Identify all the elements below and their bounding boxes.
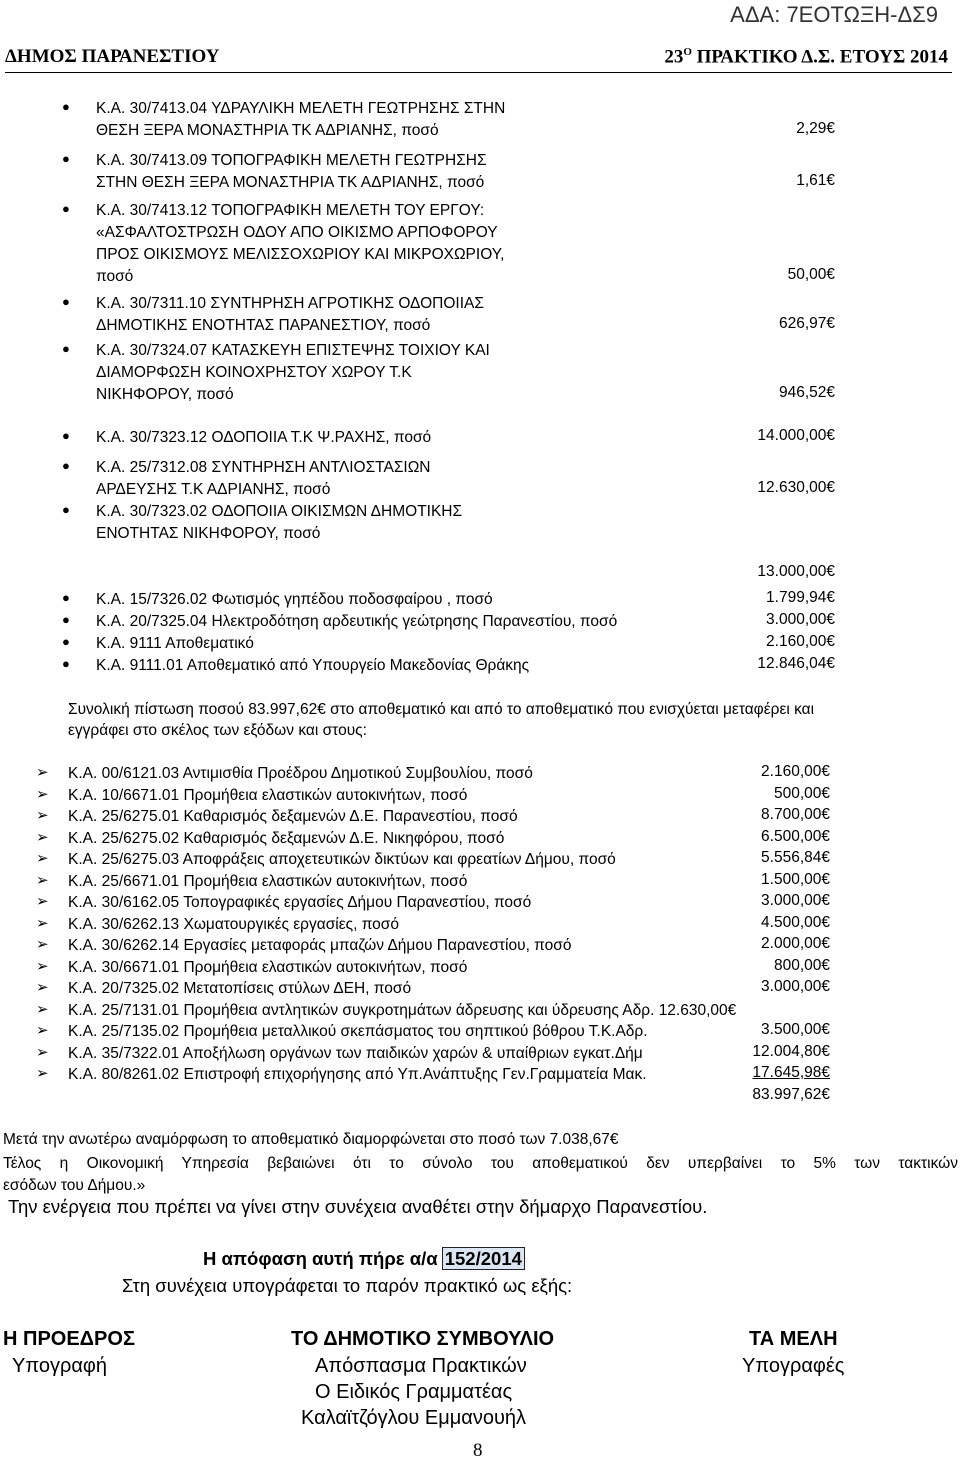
bullet-icon: ● — [62, 458, 70, 473]
expense-item-text: Κ.Α. 35/7322.01 Αποξήλωση οργάνων των παιδικών χαρών & υπαίθριων εγκατ.Δήμ — [68, 1044, 643, 1062]
expense-item-text: Κ.Α. 30/6671.01 Προμήθεια ελαστικών αυτοκινήτων, ποσό — [68, 958, 468, 976]
revenue-item-amount: 2.160,00€ — [766, 633, 835, 650]
after-text-line-3: εσόδων του Δήμου.» — [3, 1177, 146, 1194]
revenue-item-text: ΣΤΗΝ ΘΕΣΗ ΞΕΡΑ ΜΟΝΑΣΤΗΡΙΑ ΤΚ ΑΔΡΙΑΝΗΣ, ποσό — [96, 174, 485, 191]
revenue-item-text: Κ.Α. 30/7413.09 ΤΟΠΟΓΡΑΦΙΚΗ ΜΕΛΕΤΗ ΓΕΩΤΡΗΣΗΣ — [96, 152, 487, 169]
revenue-item-text: ΠΡΟΣ ΟΙΚΙΣΜΟΥΣ ΜΕΛΙΣΣΟΧΩΡΙΟΥ ΚΑΙ ΜΙΚΡΟΧΩΡΙΟΥ, — [96, 246, 505, 263]
bullet-icon: ● — [62, 341, 70, 356]
arrow-bullet-icon: ➢ — [36, 764, 49, 781]
header-divider — [5, 72, 952, 73]
expense-item-amount: 3.000,00€ — [761, 978, 830, 995]
expense-item-text: Κ.Α. 00/6121.03 Αντιμισθία Προέδρου Δημοτικού Συμβουλίου, ποσό — [68, 765, 533, 782]
minutes-title: ΠΡΑΚΤΙΚΟ Δ.Σ. ΕΤΟΥΣ 2014 — [696, 46, 948, 68]
arrow-bullet-icon: ➢ — [36, 957, 49, 975]
revenue-item-text: ΘΕΣΗ ΞΕΡΑ ΜΟΝΑΣΤΗΡΙΑ ΤΚ ΑΔΡΙΑΝΗΣ, ποσό — [96, 122, 439, 139]
revenue-item-text: ποσό — [96, 268, 134, 285]
revenue-item-text: Κ.Α. 15/7326.02 Φωτισμός γηπέδου ποδοσφαίρου , ποσό — [96, 591, 493, 608]
arrow-bullet-icon: ➢ — [36, 1022, 49, 1039]
expense-item-text: Κ.Α. 25/6275.02 Καθαρισμός δεξαμενών Δ.Ε. Νικηφόρου, ποσό — [68, 829, 505, 847]
expense-item-text: Κ.Α. 30/6262.13 Χωματουργικές εργασίες, ποσό — [68, 915, 399, 933]
revenue-item-text: ΝΙΚΗΦΟΡΟΥ, ποσό — [96, 386, 234, 403]
revenue-item-text: Κ.Α. 9111 Αποθεματικό — [96, 635, 254, 652]
revenue-item-text: ΕΝΟΤΗΤΑΣ ΝΙΚΗΦΟΡΟΥ, ποσό — [96, 525, 321, 542]
bullet-icon: ● — [62, 151, 70, 166]
revenue-item-text: «ΑΣΦΑΛΤΟΣΤΡΩΣΗ ΟΔΟΥ ΑΠΟ ΟΙΚΙΣΜΟ ΑΡΠΟΦΟΡΟΥ — [96, 224, 498, 241]
revenue-item-text: ΔΗΜΟΤΙΚΗΣ ΕΝΟΤΗΤΑΣ ΠΑΡΑΝΕΣΤΙΟΥ, ποσό — [96, 317, 431, 334]
revenue-item-text: Κ.Α. 30/7323.12 ΟΔΟΠΟΙΙΑ Τ.Κ Ψ.ΡΑΧΗΣ, ποσό — [96, 429, 432, 446]
expense-item-amount: 500,00€ — [773, 784, 830, 802]
signature-president-title: Η ΠΡΟΕΔΡΟΣ — [3, 1328, 135, 1350]
revenue-item-amount: 50,00€ — [787, 266, 835, 283]
arrow-bullet-icon: ➢ — [36, 979, 49, 996]
arrow-bullet-icon: ➢ — [36, 1043, 49, 1061]
revenue-item-text: Κ.Α. 30/7323.02 ΟΔΟΠΟΙΙΑ ΟΙΚΙΣΜΩΝ ΔΗΜΟΤΙΚΗΣ — [96, 503, 463, 520]
arrow-bullet-icon: ➢ — [36, 893, 49, 910]
expense-item-amount: 2.160,00€ — [761, 763, 830, 780]
expense-item-amount: 2.000,00€ — [761, 935, 830, 952]
summary-line-2: εγγράφει στο σκέλος των εξόδων και στους: — [68, 722, 367, 739]
bullet-icon: ● — [62, 428, 70, 443]
bullet-icon: ● — [62, 502, 70, 517]
revenue-item-amount: 13.000,00€ — [757, 563, 835, 580]
minutes-number: 23 — [664, 46, 684, 68]
bullet-icon: ● — [62, 99, 70, 114]
signature-council-sub3: Καλαϊτζόγλου Εμμανουήλ — [301, 1407, 527, 1429]
expense-item-text: Κ.Α. 30/6162.05 Τοπογραφικές εργασίες Δήμου Παρανεστίου, ποσό — [68, 894, 532, 911]
arrow-bullet-icon: ➢ — [36, 936, 49, 953]
expense-item-amount: 800,00€ — [773, 956, 830, 974]
page-number: 8 — [473, 1440, 483, 1461]
expense-item-text: Κ.Α. 25/7135.02 Προμήθεια μεταλλικού σκεπάσματος του σηπτικού βόθρου Τ.Κ.Αδρ. — [68, 1023, 648, 1040]
arrow-bullet-icon: ➢ — [36, 1065, 49, 1082]
after-text-line-2: Τέλος η Οικονομική Υπηρεσία βεβαιώνει ότι το σύνολο του αποθεματικού δεν υπερβαίνει το 5% των τακτικών — [3, 1155, 958, 1172]
bullet-icon: ● — [62, 612, 70, 627]
revenue-item-text: ΔΙΑΜΟΡΦΩΣΗ ΚΟΙΝΟΧΡΗΣΤΟΥ ΧΩΡΟΥ Τ.Κ — [96, 364, 412, 381]
revenue-item-text: Κ.Α. 30/7311.10 ΣΥΝΤΗΡΗΣΗ ΑΓΡΟΤΙΚΗΣ ΟΔΟΠΟΙΙΑΣ — [96, 295, 484, 312]
revenue-item-amount: 12.630,00€ — [757, 479, 835, 496]
signature-members-title: ΤΑ ΜΕΛΗ — [749, 1328, 838, 1350]
minutes-number-sup: Ο — [683, 46, 692, 58]
revenue-item-text: Κ.Α. 9111.01 Αποθεματικό από Υπουργείο Μακεδονίας Θράκης — [96, 657, 530, 674]
bullet-icon: ● — [62, 294, 70, 309]
bullet-icon: ● — [62, 201, 70, 216]
revenue-item-text: Κ.Α. 20/7325.04 Ηλεκτροδότηση αρδευτικής γεώτρησης Παρανεστίου, ποσό — [96, 613, 618, 630]
bullet-icon: ● — [62, 656, 70, 671]
revenue-item-text: Κ.Α. 30/7413.12 ΤΟΠΟΓΡΑΦΙΚΗ ΜΕΛΕΤΗ ΤΟΥ ΕΡΓΟΥ: — [96, 202, 485, 219]
expense-item-amount: 3.000,00€ — [761, 892, 830, 909]
expense-item-text: Κ.Α. 80/8261.02 Επιστροφή επιχορήγησης από Υπ.Ανάπτυξης Γεν.Γραμματεία Μακ. — [68, 1066, 647, 1083]
expense-item-amount: 12.004,80€ — [752, 1042, 830, 1060]
signature-council-sub1: Απόσπασμα Πρακτικών — [315, 1355, 527, 1377]
total-amount: 83.997,62€ — [752, 1086, 830, 1103]
arrow-bullet-icon: ➢ — [36, 1000, 49, 1018]
decision-number: 152/2014 — [444, 1248, 522, 1269]
arrow-bullet-icon: ➢ — [36, 914, 49, 932]
after-text-line-1: Μετά την ανωτέρω αναμόρφωση το αποθεματικό διαμορφώνεται στο ποσό των 7.038,67€ — [3, 1131, 619, 1148]
expense-item-amount: 8.700,00€ — [761, 806, 830, 823]
revenue-item-text: Κ.Α. 25/7312.08 ΣΥΝΤΗΡΗΣΗ ΑΝΤΛΙΟΣΤΑΣΙΩΝ — [96, 459, 431, 476]
signature-council-sub2: Ο Ειδικός Γραμματέας — [315, 1381, 513, 1403]
expense-item-amount: 6.500,00€ — [761, 827, 830, 845]
revenue-item-amount: 946,52€ — [778, 384, 835, 401]
expense-item-amount: 17.645,98€ — [752, 1064, 830, 1081]
expense-item-text: Κ.Α. 25/6275.01 Καθαρισμός δεξαμενών Δ.Ε. Παρανεστίου, ποσό — [68, 808, 518, 825]
expense-item-amount: 1.500,00€ — [761, 870, 830, 888]
revenue-item-amount: 12.846,04€ — [757, 655, 835, 672]
bullet-icon: ● — [62, 634, 70, 649]
ada-code: ΑΔΑ: 7ΕΟΤΩΞΗ-ΔΣ9 — [730, 2, 938, 27]
signature-members-sub: Υπογραφές — [742, 1355, 845, 1377]
revenue-item-amount: 1,61€ — [796, 172, 835, 189]
revenue-item-amount: 1.799,94€ — [766, 589, 835, 606]
revenue-item-amount: 626,97€ — [778, 315, 835, 332]
signature-council-title: ΤΟ ΔΗΜΟΤΙΚΟ ΣΥΜΒΟΥΛΙΟ — [291, 1328, 555, 1350]
expense-item-text: Κ.Α. 30/6262.14 Εργασίες μεταφοράς μπαζών Δήμου Παρανεστίου, ποσό — [68, 937, 572, 954]
expense-item-text: Κ.Α. 25/6275.03 Αποφράξεις αποχετευτικών δικτύων και φρεατίων Δήμου, ποσό — [68, 851, 616, 868]
revenue-item-text: Κ.Α. 30/7413.04 ΥΔΡΑΥΛΙΚΗ ΜΕΛΕΤΗ ΓΕΩΤΡΗΣΗΣ ΣΤΗΝ — [96, 100, 506, 117]
arrow-bullet-icon: ➢ — [36, 850, 49, 867]
action-text: Την ενέργεια που πρέπει να γίνει στην συνέχεια αναθέτει στην δήμαρχο Παρανεστίου. — [8, 1196, 708, 1217]
revenue-item-amount: 14.000,00€ — [757, 427, 835, 444]
expense-item-text: Κ.Α. 25/6671.01 Προμήθεια ελαστικών αυτοκινήτων, ποσό — [68, 872, 468, 890]
signature-president-sub: Υπογραφή — [12, 1355, 108, 1377]
signing-text: Στη συνέχεια υπογράφεται το παρόν πρακτικό ως εξής: — [122, 1275, 573, 1296]
expense-item-text: Κ.Α. 10/6671.01 Προμήθεια ελαστικών αυτοκινήτων, ποσό — [68, 786, 468, 804]
decision-prefix: Η απόφαση αυτή πήρε α/α — [203, 1248, 438, 1269]
decision-line — [203, 1248, 524, 1270]
summary-line-1: Συνολική πίστωση ποσού 83.997,62€ στο αποθεματικό και από το αποθεματικό που ενισχύεται μεταφέρει και — [68, 701, 815, 718]
arrow-bullet-icon: ➢ — [36, 871, 49, 889]
revenue-item-text: Κ.Α. 30/7324.07 ΚΑΤΑΣΚΕΥΗ ΕΠΙΣΤΕΨΗΣ ΤΟΙΧΙΟΥ ΚΑΙ — [96, 342, 490, 359]
bullet-icon: ● — [62, 590, 70, 605]
arrow-bullet-icon: ➢ — [36, 828, 49, 846]
revenue-item-amount: 2,29€ — [796, 120, 835, 137]
arrow-bullet-icon: ➢ — [36, 807, 49, 824]
expense-item-amount: 3.500,00€ — [761, 1021, 830, 1038]
expense-item-amount: 4.500,00€ — [761, 913, 830, 931]
minutes-header — [664, 46, 948, 68]
expense-item-text: Κ.Α. 25/7131.01 Προμήθεια αντλητικών συγκροτημάτων άδρευσης και ύδρευσης Αδρ. 12.630,00€ — [68, 1001, 737, 1019]
revenue-item-text: ΑΡΔΕΥΣΗΣ Τ.Κ ΑΔΡΙΑΝΗΣ, ποσό — [96, 481, 331, 498]
revenue-item-amount: 3.000,00€ — [766, 611, 835, 628]
arrow-bullet-icon: ➢ — [36, 785, 49, 803]
expense-item-text: Κ.Α. 20/7325.02 Μετατοπίσεις στύλων ΔΕΗ, ποσό — [68, 980, 412, 997]
expense-item-amount: 5.556,84€ — [761, 849, 830, 866]
municipality-header: ΔΗΜΟΣ ΠΑΡΑΝΕΣΤΙΟΥ — [5, 46, 220, 67]
